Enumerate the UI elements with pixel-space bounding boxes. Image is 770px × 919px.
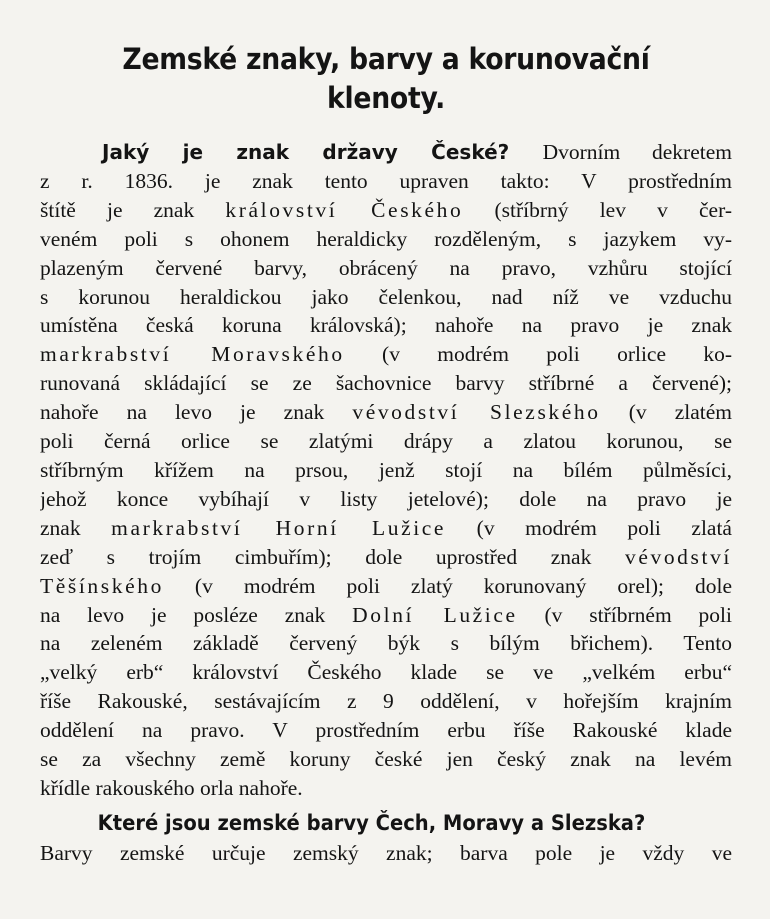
text-line [40,225,732,254]
spaced-emphasis: markrabství Horní Lužice [111,515,447,540]
text-line [40,167,732,196]
text-line: Barvy zemské určuje zemský znak; barva pole je vždy ve [40,840,732,865]
spaced-emphasis: Těšínského [40,573,164,598]
text-segment: (v zlatém [600,400,732,425]
title-line-2: klenoty. [327,81,445,115]
text-line [40,283,732,312]
text-segment: plazeným červené barvy, obrácený na pravo, vzhůru stojící [40,255,732,280]
text-segment: (v modrém poli zlatá [446,515,732,540]
text-segment: runovaná skládající se ze šachovnice barvy stříbrné a červené); [40,371,732,396]
text-line [40,514,732,543]
text-segment: (v modrém poli zlatý korunovaný orel); dole [163,573,732,598]
text-line [40,485,732,514]
text-line [40,138,732,167]
text-line [40,340,732,369]
text-segment: říše Rakouské, sestávajícím z 9 oddělení, v hořejším krajním [40,689,732,714]
text-segment: Dvorním dekretem [542,140,732,164]
spaced-emphasis: Dolní Lužice [352,602,518,627]
text-line [40,601,732,630]
text-line [40,687,732,716]
question-heading-colors: Které jsou zemské barvy Čech, Moravy a Slezska? [97,810,646,835]
text-segment: nahoře na levo je znak [40,400,353,425]
text-segment: „velký erb“ království Českého klade se ve „velkém erbu“ [40,660,732,685]
text-line [40,745,732,774]
spaced-emphasis: království Českého [225,197,464,222]
text-line [40,629,732,658]
question-heading-arms: Jaký je znak državy České? [102,140,543,164]
text-line [40,254,732,283]
text-line [40,456,732,485]
text-line [40,196,732,225]
title-line-1: Zemské znaky, barvy a korunovační [122,42,650,76]
text-segment: (v stříbrném poli [517,602,732,627]
text-segment: na levo je posléze znak [40,602,353,627]
text-segment: oddělení na pravo. V prostředním erbu říše Rakouské klade [40,718,732,743]
spaced-emphasis: vévodství [624,544,732,569]
text-segment: veném poli s ohonem heraldicky rozděleným, s jazykem vy- [40,226,732,251]
text-segment: z r. 1836. je znak tento upraven takto: V prostředním [40,168,732,193]
text-segment: jehož konce vybíhají v listy jetelové); dole na pravo je [40,486,732,511]
text-segment: umístěna česká koruna královská); nahoře na pravo je znak [40,313,732,338]
text-segment: s korunou heraldickou jako čelenkou, nad níž ve vzduchu [40,284,732,309]
text-line [40,658,732,687]
text-line [40,572,732,601]
text-segment: se za všechny země koruny české jen český znak na levém [40,747,732,772]
paragraph-coat-of-arms [40,138,732,803]
text-line [40,774,732,803]
text-line [40,716,732,745]
text-line [40,311,732,340]
text-line [40,369,732,398]
text-line [40,543,732,572]
text-segment: křídle rakouského orla nahoře. [40,775,303,800]
text-segment: štítě je znak [40,197,226,222]
text-segment: znak [40,515,112,540]
text-segment: (stříbrný lev v čer- [463,197,732,222]
text-segment: stříbrným křížem na prsou, jenž stojí na bílém půlměsíci, [40,457,732,482]
spaced-emphasis: vévodství Slezského [352,400,601,425]
text-segment: poli černá orlice se zlatými drápy a zlatou korunou, se [40,429,732,454]
text-line [40,427,732,456]
text-segment: na zeleném základě červený býk s bílým břichem). Tento [40,631,732,656]
page-title [68,40,705,118]
text-segment: zeď s trojím cimbuřím); dole uprostřed znak [40,544,625,569]
text-segment: (v modrém poli orlice ko- [344,342,732,367]
text-line [40,398,732,427]
spaced-emphasis: markrabství Moravského [40,342,345,367]
